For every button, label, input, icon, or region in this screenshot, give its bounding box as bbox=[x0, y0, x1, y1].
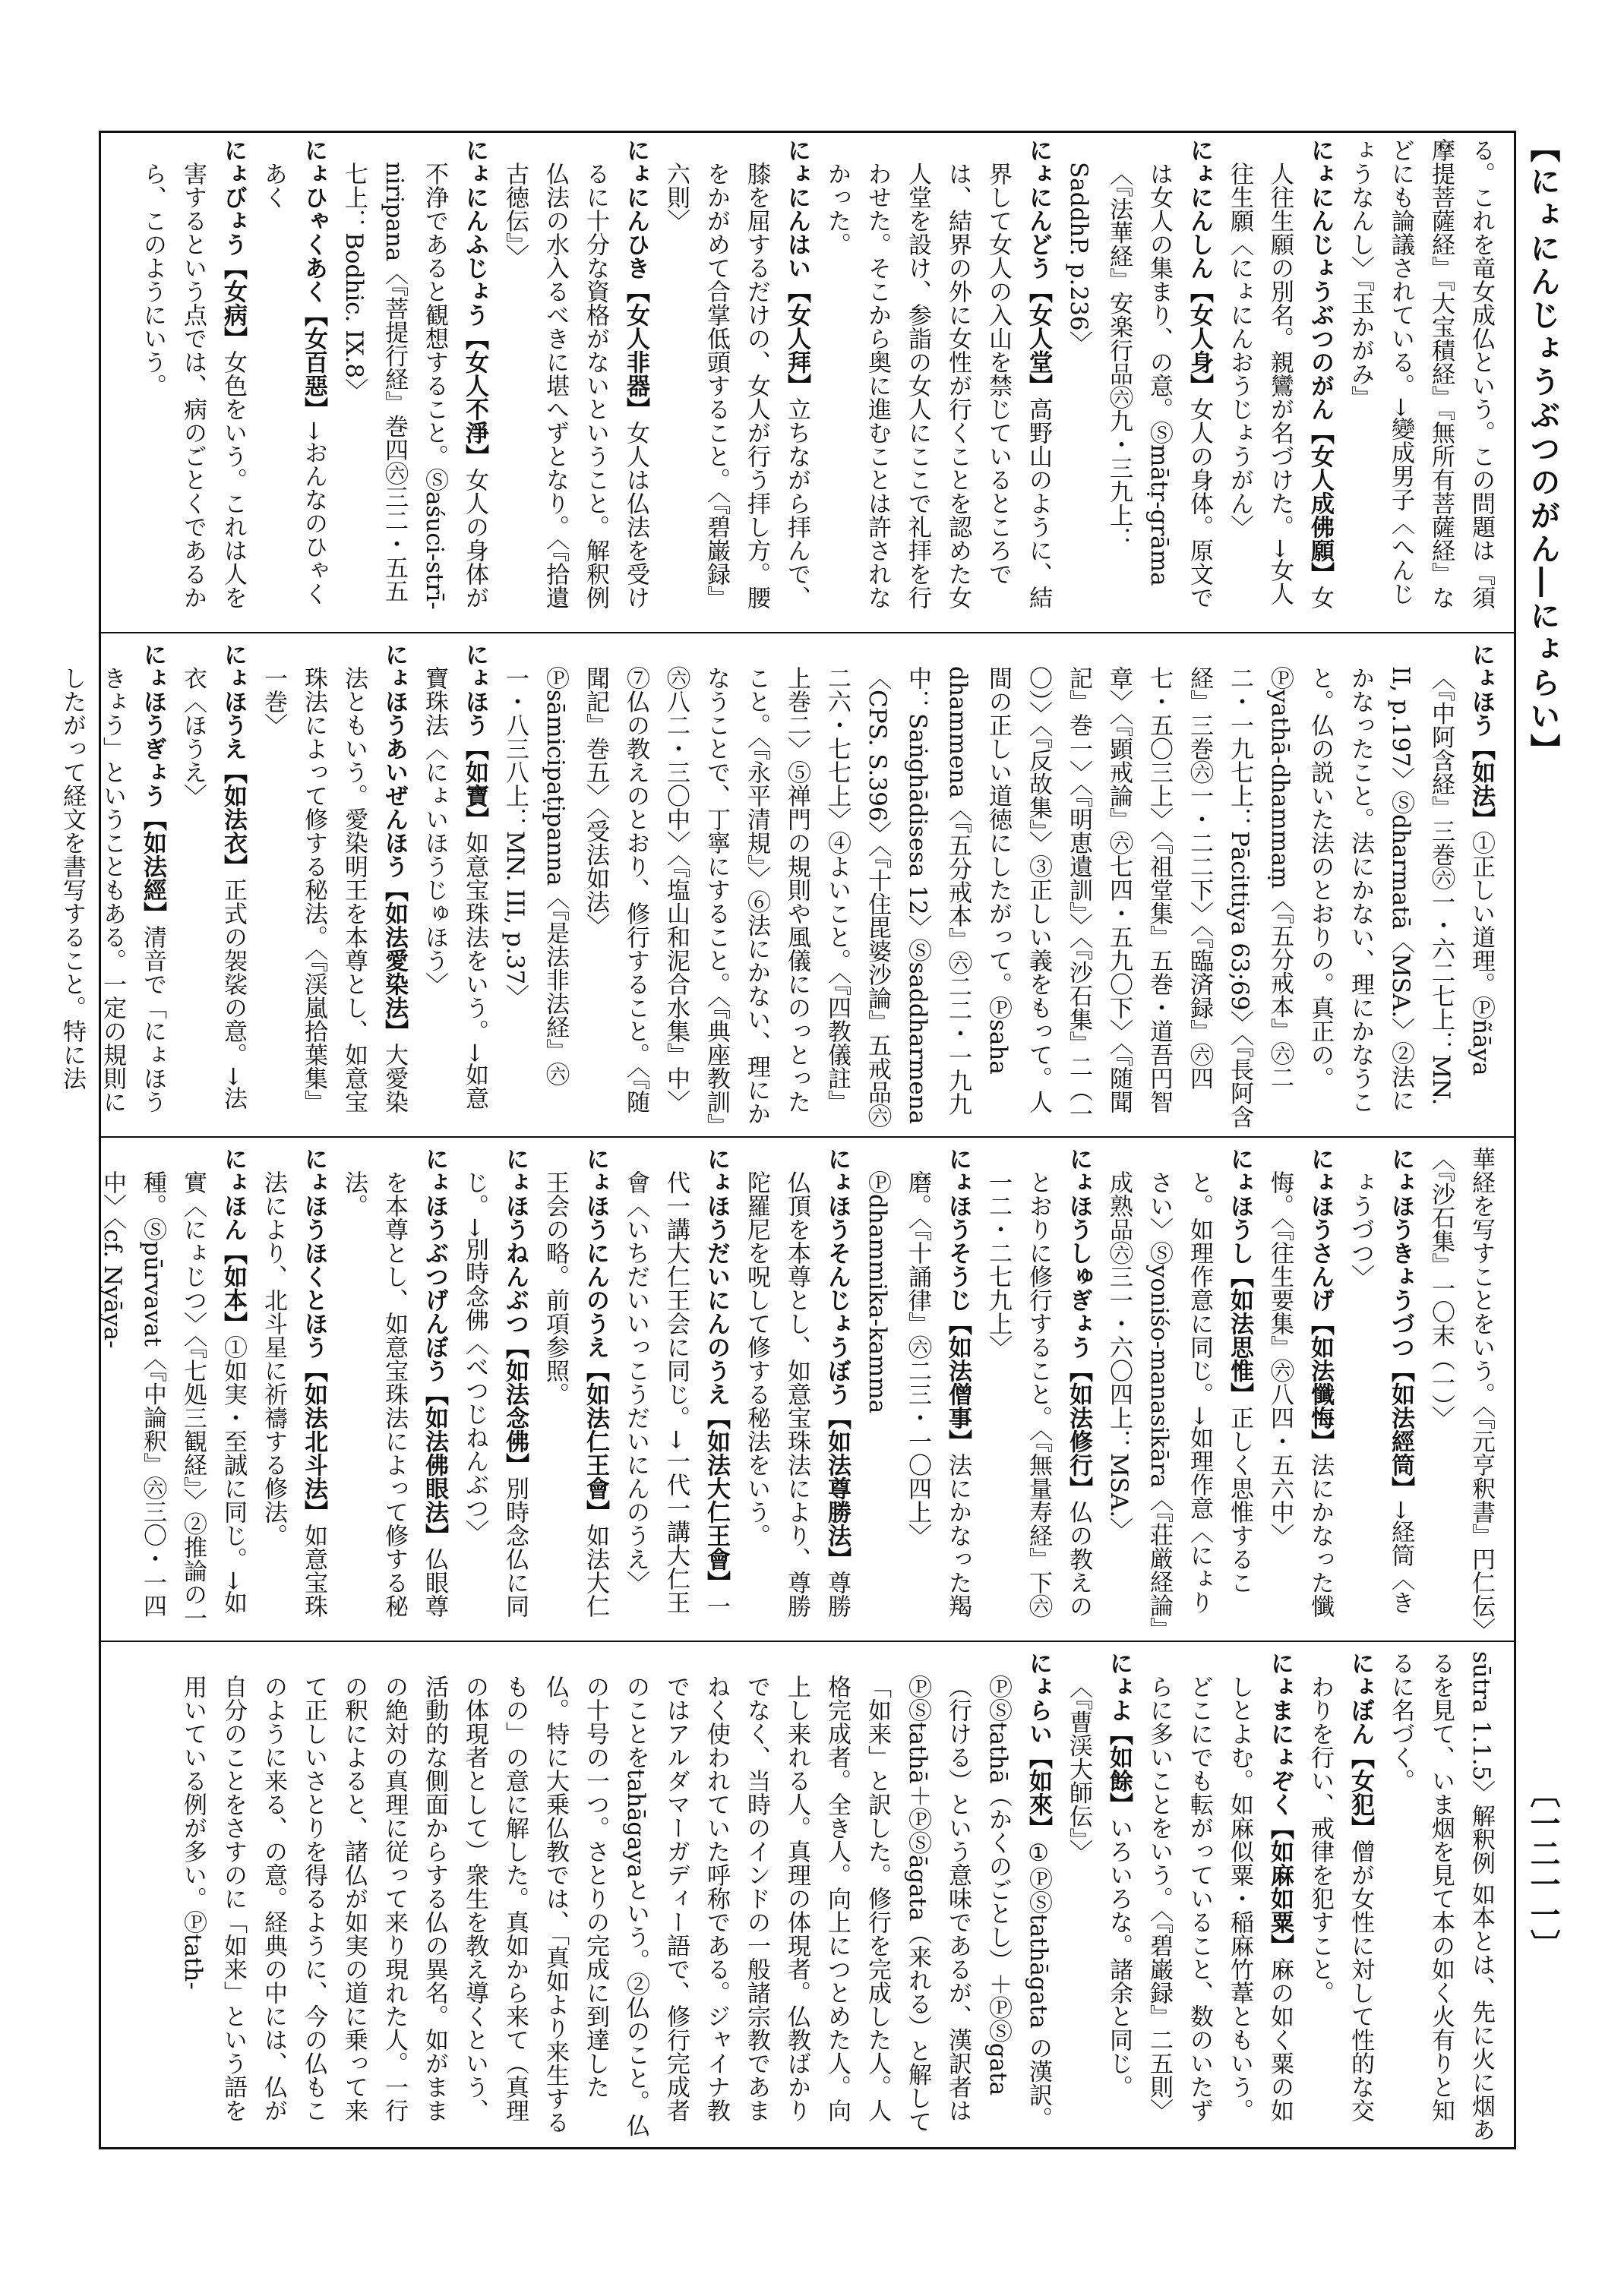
entry-body: →おんなのひゃくあく bbox=[260, 162, 327, 605]
dictionary-entry bbox=[494, 138, 656, 624]
entry-headword: にょにんふじょう【女人不淨】 bbox=[461, 138, 488, 468]
entry-headword: にょほうさんげ【如法懺悔】 bbox=[1306, 1147, 1334, 1453]
tier-4 bbox=[114, 1651, 1501, 2142]
entry-body: 女色をいう。これは人を害するという点では、病のごとくであるから、このようにいう。 bbox=[139, 162, 247, 609]
entry-headword: にょまにょぞく【如麻如粟】 bbox=[1266, 1651, 1294, 1957]
dictionary-entry bbox=[92, 1147, 253, 1633]
entry-headword: にょほうそうじ【如法僧事】 bbox=[944, 1147, 972, 1453]
dictionary-entry bbox=[535, 1147, 615, 1633]
dictionary-entry bbox=[1259, 1147, 1340, 1633]
entry-body: 仏の教えのとおりに修行すること。〈『無量寿経』下㊅一二・二七九上〉 bbox=[984, 1170, 1092, 1618]
page-number: 〔一二一一〕 bbox=[1525, 1777, 1561, 1960]
dictionary-entry bbox=[857, 1147, 978, 1633]
entry-body: 正式の袈裟の意。→法衣〈ほうえ〉 bbox=[179, 666, 247, 1110]
entry-body: 清音で「にょほうきょう」ということもある。一定の規則にしたがって経文を書写すること。特に法 bbox=[58, 666, 166, 1113]
entry-body: ①正しい道理。Ⓟñāya〈『中阿含経』三巻㊅一・六二七上：MN. II, p.197〉Ⓢdharmatā〈MSA.〉②法にかなったこと。法にかない、理にかなうこと。仏の説いた法のとおりの。真正の。Ⓟyathā-dhammaṃ〈『五分戒本』㊅二二・一九七上：Pācittiya 63;69〉〈『長阿含経』三巻㊅一・二二下〉〈『臨済録』㊅四七・五〇三上〉〈『祖堂集』五巻・道吾円智章〉〈『顕戒論』㊅七四・五九〇下〉〈『随聞記』巻一〉〈『明恵遺訓』〉〈『沙石集』二（一〇）〉〈『反故集』〉③正しい義をもって。人間の正しい道徳にしたがって。Ⓟsaha dhammena〈『五分戒本』㊅二二・一九九中：Saṅghādisesa 12〉Ⓢsaddharmena〈CPS. S.396〉〈『十住毘婆沙論』五戒品㊅二六・七七上〉④よいこと。〈『四教儀註』上巻二〉⑤禅門の規則や風儀にのっとったこと。〈『永平清規』〉⑥法にかない、理にかなうことで、丁寧にすること。〈『典座教訓』㊅八二・三〇中〉〈『塩山和泥合水集』中〉⑦仏の教えのとおり、修行すること。〈『随聞記』巻五〉〈受法如法〉Ⓟsāmicipaṭipanna〈『是法非法経』㊅一・八三八上：MN. III, p.37〉 bbox=[501, 666, 1495, 1129]
entry-body: sūtra 1.1.5〉解釈例 如本とは、先に火に烟あるを見て、いま烟を見て本の如く火有りと知るに名づく。 bbox=[1387, 1651, 1495, 2142]
entry-body: 如法大仁王会の略。前項参照。 bbox=[542, 1170, 609, 1618]
entry-body: 如意宝珠法により、北斗星に祈禱する修法。 bbox=[260, 1170, 327, 1618]
entry-body: いろいろな。諸余と同じ。〈『曹渓大師伝』〉 bbox=[1065, 1675, 1133, 2099]
tier-divider bbox=[99, 1136, 1516, 1138]
entry-headword: にょほうあいぜんほう【如法愛染法】 bbox=[381, 643, 408, 1043]
entry-body: →経筒〈きょうづつ〉 bbox=[1347, 1170, 1414, 1614]
entry-body: 僧が女性に対して性的な交わりを行い、戒律を犯すこと。 bbox=[1306, 1675, 1374, 2122]
entry-headword: にょにんどう【女人堂】 bbox=[1025, 138, 1052, 397]
entry-body: 法にかなった羯磨。〈『十誦律』㊅二三・一〇四上〉Ⓟdhammika-kamma bbox=[864, 1170, 972, 1618]
entry-headword: にょぼん【女犯】 bbox=[1347, 1651, 1374, 1840]
dictionary-entry bbox=[253, 138, 333, 624]
entry-headword: にょほうきょうづつ【如法經筒】 bbox=[1387, 1147, 1414, 1500]
dictionary-entry bbox=[1420, 1147, 1501, 1633]
tier-divider bbox=[99, 632, 1516, 633]
dictionary-entry bbox=[1340, 1147, 1420, 1633]
entry-body: 如意宝珠法をいう。→如意寶珠法〈にょいほうじゅほう〉 bbox=[421, 666, 488, 1110]
dictionary-entry bbox=[615, 1147, 736, 1633]
entry-headword: にょにんしん【女人身】 bbox=[1186, 138, 1213, 397]
entry-body: 大愛染法ともいう。愛染明王を本尊とし、如意宝珠法によって修する秘法。〈『渓嵐拾葉集』一巻〉 bbox=[260, 666, 408, 1113]
dictionary-entry bbox=[454, 1147, 535, 1633]
entry-headword: にょほうにんのうえ【如法仁王會】 bbox=[582, 1147, 609, 1524]
dictionary-entry bbox=[253, 643, 414, 1129]
dictionary-entry bbox=[1058, 1651, 1139, 2142]
entry-headword: にょほうそんじょうぼう【如法尊勝法】 bbox=[823, 1147, 851, 1571]
entry-body: る。これを竜女成仏という。この問題は『須摩提菩薩経』『大宝積経』『無所有菩薩経』などにも論議されている。→變成男子〈へんじょうなんし〉『玉かがみ』 bbox=[1347, 138, 1495, 609]
running-title: 【にょにんじょうぶつのがん―にょらい】 bbox=[1525, 132, 1561, 767]
dictionary-entry bbox=[172, 1651, 1058, 2142]
entry-headword: にょほうしゅぎょう【如法修行】 bbox=[1065, 1147, 1092, 1500]
dictionary-entry bbox=[817, 138, 1058, 624]
entry-body: 立ちながら拝んで、膝を屈するだけの、女人が行う拝し方。腰をかがめて合掌低頭すること。〈『碧巌録』六則〉 bbox=[662, 162, 810, 609]
entry-headword: にょほうぶつげんぼう【如法佛眼法】 bbox=[421, 1147, 448, 1547]
entry-body: 尊勝仏頂を本尊とし、如意宝珠法により、尊勝陀羅尼を呪して修する秘法をいう。 bbox=[743, 1170, 851, 1618]
entry-headword: にょほうぎょう【如法經】 bbox=[139, 643, 166, 925]
entry-body: 女人の身体。原文では女人の集まり、の意。Ⓢmātṛ-grāma〈『法華経』安楽行品㊅九・三九上：SaddhP. p.236〉 bbox=[1065, 162, 1213, 609]
entry-headword: にょよ【如餘】 bbox=[1105, 1651, 1133, 1816]
dictionary-entry bbox=[1098, 1147, 1259, 1633]
dictionary-entry bbox=[333, 138, 494, 624]
entry-headword: にょほう【如法】 bbox=[1468, 643, 1495, 831]
dictionary-entry bbox=[1219, 138, 1340, 624]
tier-divider bbox=[99, 1641, 1516, 1642]
entry-body: ①ⓅⓈtathāgata の漢訳。ⓅⓈtathā（かくのごとし）＋ⓅⓈgata（行ける）という意味であるが、漢訳者はⓅⓈtathā＋ⓅⓈāgata（来れる）と解して「如来」と訳した。修行を完成した人。人格完成者。全き人。向上につとめた人。向上し来れる人。真理の体現者。仏教ばかりでなく、当時のインドの一般諸宗教であまねく使われていた呼称である。ジャイナ教ではアルダマーガディー語で、修行完成者のことをtahāgayaという。②仏のこと。仏の十号の一つ。さとりの完成に到達した仏。特に大乗仏教では、「真如より来生するもの」の意に解した。真如から来て（真理の体現者として）衆生を教え導くという、活動的な側面からする仏の異名。如がままの絶対の真理に従って来り現れた人。一行の釈によると、諸仏が如実の道に乗って来て正しいさとりを得るように、今の仏もこのように来る、の意。経典の中には、仏が自分のことをさすのに「如来」という語を用いている例が多い。Ⓟtath- bbox=[179, 1675, 1052, 2137]
entry-headword: にょびょう【女病】 bbox=[220, 138, 247, 350]
entry-body: 麻の如く粟の如しとよむ。如麻似粟・稲麻竹葦ともいう。どこにでも転がっていること、数のいたずらに多いことをいう。〈『碧巌録』二五則〉 bbox=[1145, 1675, 1294, 2122]
entry-body: 高野山のように、結界して女人の入山を禁じているところでは、結界の外に女性が行くことを認めた女人堂を設け、参詣の女人にここで礼拝を行わせた。そこから奥に進むことは許されなかった。 bbox=[823, 162, 1052, 609]
entry-headword: にょほうし【如法思惟】 bbox=[1226, 1147, 1253, 1406]
dictionary-entry bbox=[1300, 1651, 1380, 2142]
dictionary-entry bbox=[736, 1147, 857, 1633]
entry-headword: にょにんじょうぶつのがん【女人成佛願】 bbox=[1306, 138, 1334, 586]
entry-headword: にょひゃくあく【女百惡】 bbox=[300, 138, 327, 421]
entry-body: 女人は仏法を受けるに十分な資格がないということ。解釈例 仏法の水入るべきに堪へずとなり。〈『拾遺古徳伝』〉 bbox=[501, 162, 649, 609]
entry-body: 正しく思惟すること。如理作意に同じ。→如理作意〈にょりさい〉Ⓢyoniśo-manasikāra〈『荘厳経論』成熟品㊅三一・六〇四上：MSA.〉 bbox=[1105, 1170, 1253, 1629]
entry-headword: にょほうねんぶつ【如法念佛】 bbox=[501, 1147, 529, 1476]
dictionary-entry bbox=[1058, 138, 1219, 624]
tier-2 bbox=[58, 643, 1501, 1129]
entry-headword: にょにんひき【女人非器】 bbox=[622, 138, 649, 421]
tier-1 bbox=[114, 138, 1501, 624]
entry-headword: にょほう【如寶】 bbox=[461, 643, 488, 831]
entry-body: 法にかなった懺悔。〈『往生要集』㊅八四・五六中〉 bbox=[1266, 1170, 1334, 1618]
entry-headword: にょにんはい【女人拜】 bbox=[783, 138, 810, 397]
dictionary-entry bbox=[132, 138, 253, 624]
dictionary-entry bbox=[253, 1147, 333, 1633]
dictionary-entry bbox=[333, 1147, 454, 1633]
dictionary-entry bbox=[494, 643, 1501, 1129]
entry-headword: にょほうえ【如法衣】 bbox=[220, 643, 247, 878]
entry-headword: にょほん【如本】 bbox=[220, 1147, 247, 1335]
dictionary-entry bbox=[172, 643, 253, 1129]
entry-body: 仏眼尊を本尊とし、如意宝珠法によって修する秘法。 bbox=[340, 1170, 448, 1618]
entry-body: 別時念仏に同じ。→別時念佛〈べつじねんぶつ〉 bbox=[461, 1170, 529, 1618]
entry-headword: にょほうだいにんのうえ【如法大仁王會】 bbox=[703, 1147, 730, 1594]
dictionary-entry bbox=[414, 643, 494, 1129]
entry-body: 女人往生願の別名。親鸞が名づけた。→女人往生願〈にょにんおうじょうがん〉 bbox=[1226, 162, 1334, 609]
entry-body: 女人の身体が不浄であると観想すること。Ⓢaśuci-strī-niripana〈『菩提行経』巻四㊅三二・五五七上：Bodhic. IX.8〉 bbox=[340, 162, 488, 610]
dictionary-entry bbox=[978, 1147, 1098, 1633]
tier-3 bbox=[99, 1147, 1501, 1633]
entry-headword: にょらい【如來】 bbox=[1025, 1651, 1052, 1840]
dictionary-entry bbox=[1380, 1651, 1501, 2142]
dictionary-entry bbox=[1340, 138, 1501, 624]
dictionary-entry bbox=[1139, 1651, 1300, 2142]
entry-body: 一代一講大仁王会に同じ。→一代一講大仁王會〈いちだいいっこうだいにんのうえ〉 bbox=[622, 1170, 730, 1618]
dictionary-entry bbox=[656, 138, 817, 624]
dictionary-entry bbox=[52, 643, 172, 1129]
entry-body: ①如実・至誠に同じ。→如實〈にょじつ〉〈『七処三観経』〉②推論の一種。Ⓢpūrvavat〈『中論釈』㊅三〇・一四中〉〈cf. Nyāya- bbox=[99, 1170, 247, 1630]
entry-headword: にょほうほくとほう【如法北斗法】 bbox=[300, 1147, 327, 1524]
entry-body: 華経を写すことをいう。〈『元亨釈書』円仁伝〉〈『沙石集』一〇末（一）〉 bbox=[1427, 1147, 1495, 1630]
